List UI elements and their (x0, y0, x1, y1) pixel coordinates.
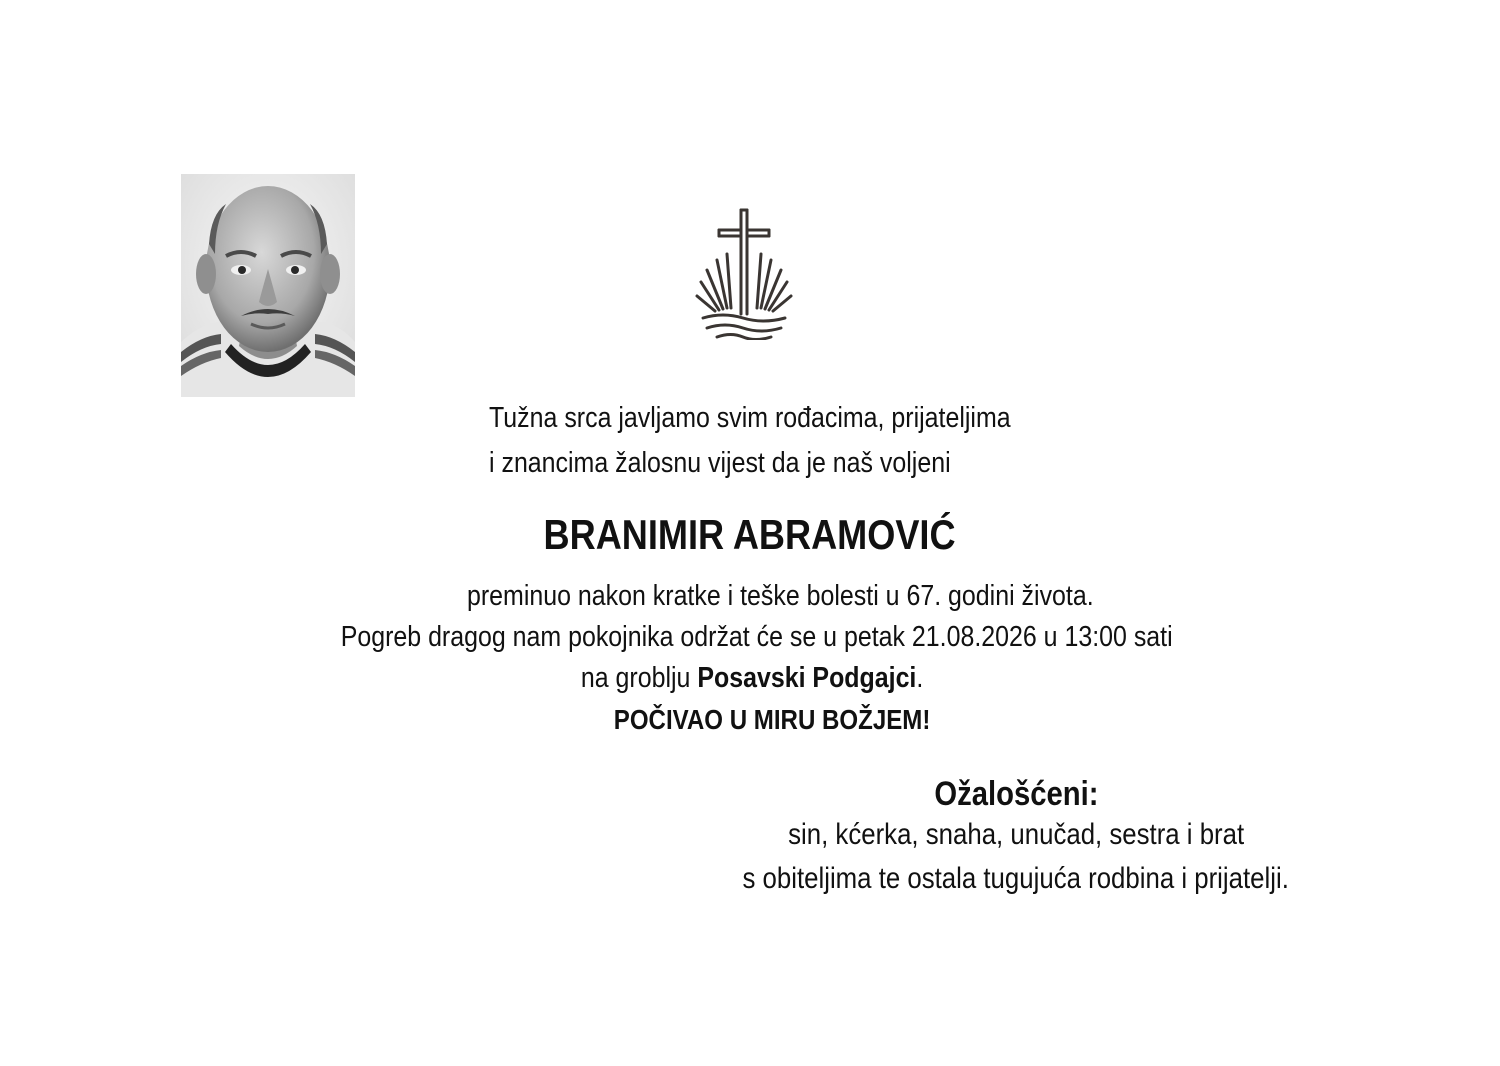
burial-place-line (2, 661, 1500, 695)
rest-in-peace-text: POČIVAO U MIRU BOŽJEM! (613, 704, 931, 735)
mourners-line-1 (516, 817, 1500, 853)
funeral-line (7, 620, 1500, 654)
burial-place-suffix: . (916, 662, 924, 694)
rest-in-peace-line (22, 703, 1500, 737)
intro-line-2: i znancima žalosnu vijest da je naš voljeni (489, 447, 951, 479)
deceased-photo (181, 174, 355, 397)
mourners-line-2 (516, 861, 1500, 897)
intro-line-1: Tužna srca javljamo svim rođacima, prijateljima (489, 402, 1011, 434)
cemetery-name: Posavski Podgajci (697, 662, 917, 694)
cross-sunrise-emblem (693, 208, 793, 340)
deceased-name-text: BRANIMIR ABRAMOVIĆ (543, 511, 957, 558)
death-line (30, 579, 1500, 613)
cross-sunrise-icon (693, 208, 793, 340)
burial-place-text (581, 661, 923, 695)
portrait-photo (181, 174, 355, 397)
mourners-line-2-text: s obiteljima te ostala tugujuća rodbina i prijatelji. (742, 862, 1290, 895)
mourners-line-1-text: sin, kćerka, snaha, unučad, sestra i brat (787, 818, 1245, 851)
funeral-line-text: Pogreb dragog nam pokojnika održat će se u petak 21.08.2026 u 13:00 sati (341, 621, 1173, 653)
burial-place-prefix: na groblju (580, 662, 698, 694)
deceased-name (0, 510, 1500, 560)
mourners-heading-text: Ožalošćeni: (933, 775, 1099, 813)
mourners-heading (516, 774, 1500, 814)
death-line-text: preminuo nakon kratke i teške bolesti u 67. godini života. (466, 580, 1094, 612)
